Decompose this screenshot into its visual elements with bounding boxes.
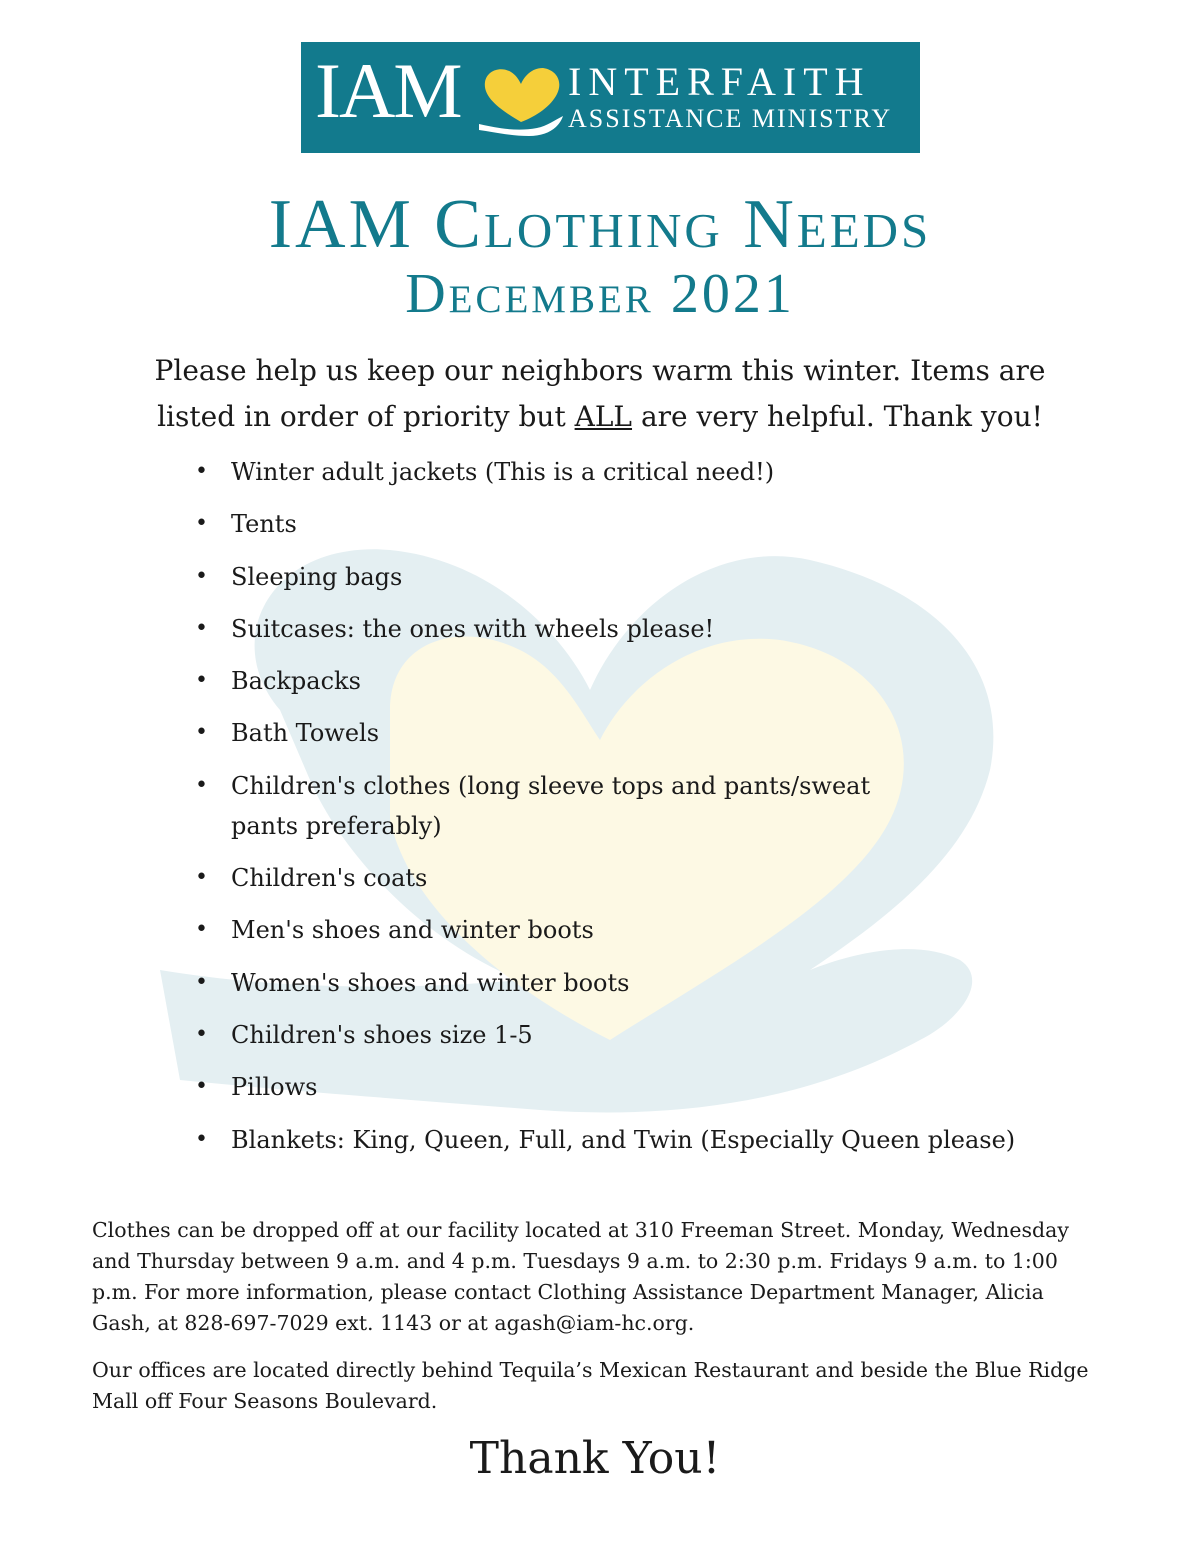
heart-hand-icon bbox=[477, 62, 565, 138]
page-title: IAM Clothing Needs bbox=[268, 186, 932, 263]
list-item: • Men's shoes and winter boots bbox=[195, 910, 1095, 950]
logo-iam-text: IAM bbox=[315, 47, 461, 134]
list-item: • Pillows bbox=[195, 1067, 1095, 1107]
intro-text-part2: are very helpful. Thank you! bbox=[640, 400, 1043, 433]
intro-emphasis: ALL bbox=[574, 400, 633, 433]
list-item: • Women's shoes and winter boots bbox=[195, 963, 1095, 1003]
list-item: • Children's coats bbox=[195, 858, 1095, 898]
thank-you-heading: Thank You! bbox=[469, 1433, 721, 1484]
dropoff-info-paragraph: Clothes can be dropped off at our facility located at 310 Freeman Street. Monday, Wednesday and Thursday between 9 a.m. and 4 p.m. Tuesdays 9 a.m. to 2:30 p.m. Fridays 9 a.m. to 1:00 p.m. For more information, please contact Clothing Assistance Department Manager, Alicia Gash, at 828-697-7029 ext. 1143 or at agash@iam-hc.org. bbox=[92, 1218, 1069, 1335]
list-item: • Sleeping bags bbox=[195, 557, 1095, 597]
intro-text-part1: Please help us keep our neighbors warm this winter. Items are listed in order of priority but bbox=[154, 354, 1046, 433]
page-subtitle: December 2021 bbox=[405, 263, 795, 325]
list-item: • Winter adult jackets (This is a critical need!) bbox=[195, 452, 1095, 492]
list-item: • Bath Towels bbox=[195, 713, 1095, 753]
logo-interfaith-text: INTERFAITH bbox=[568, 59, 871, 104]
list-item: • Suitcases: the ones with wheels please! bbox=[195, 609, 1095, 649]
list-item: • Children's clothes (long sleeve tops and pants/sweat pants preferably) bbox=[195, 766, 891, 846]
needs-list bbox=[195, 452, 1095, 1172]
iam-logo-banner bbox=[301, 42, 920, 153]
location-info-paragraph: Our offices are located directly behind Tequila’s Mexican Restaurant and beside the Blue Ridge Mall off Four Seasons Boulevard. bbox=[92, 1358, 1089, 1413]
list-item: • Blankets: King, Queen, Full, and Twin (Especially Queen please) bbox=[195, 1120, 1095, 1160]
list-item: • Backpacks bbox=[195, 661, 1095, 701]
list-item: • Tents bbox=[195, 504, 1095, 544]
intro-paragraph bbox=[130, 348, 1070, 440]
logo-ministry-text: ASSISTANCE MINISTRY bbox=[568, 104, 893, 133]
list-item: • Children's shoes size 1-5 bbox=[195, 1015, 1095, 1055]
